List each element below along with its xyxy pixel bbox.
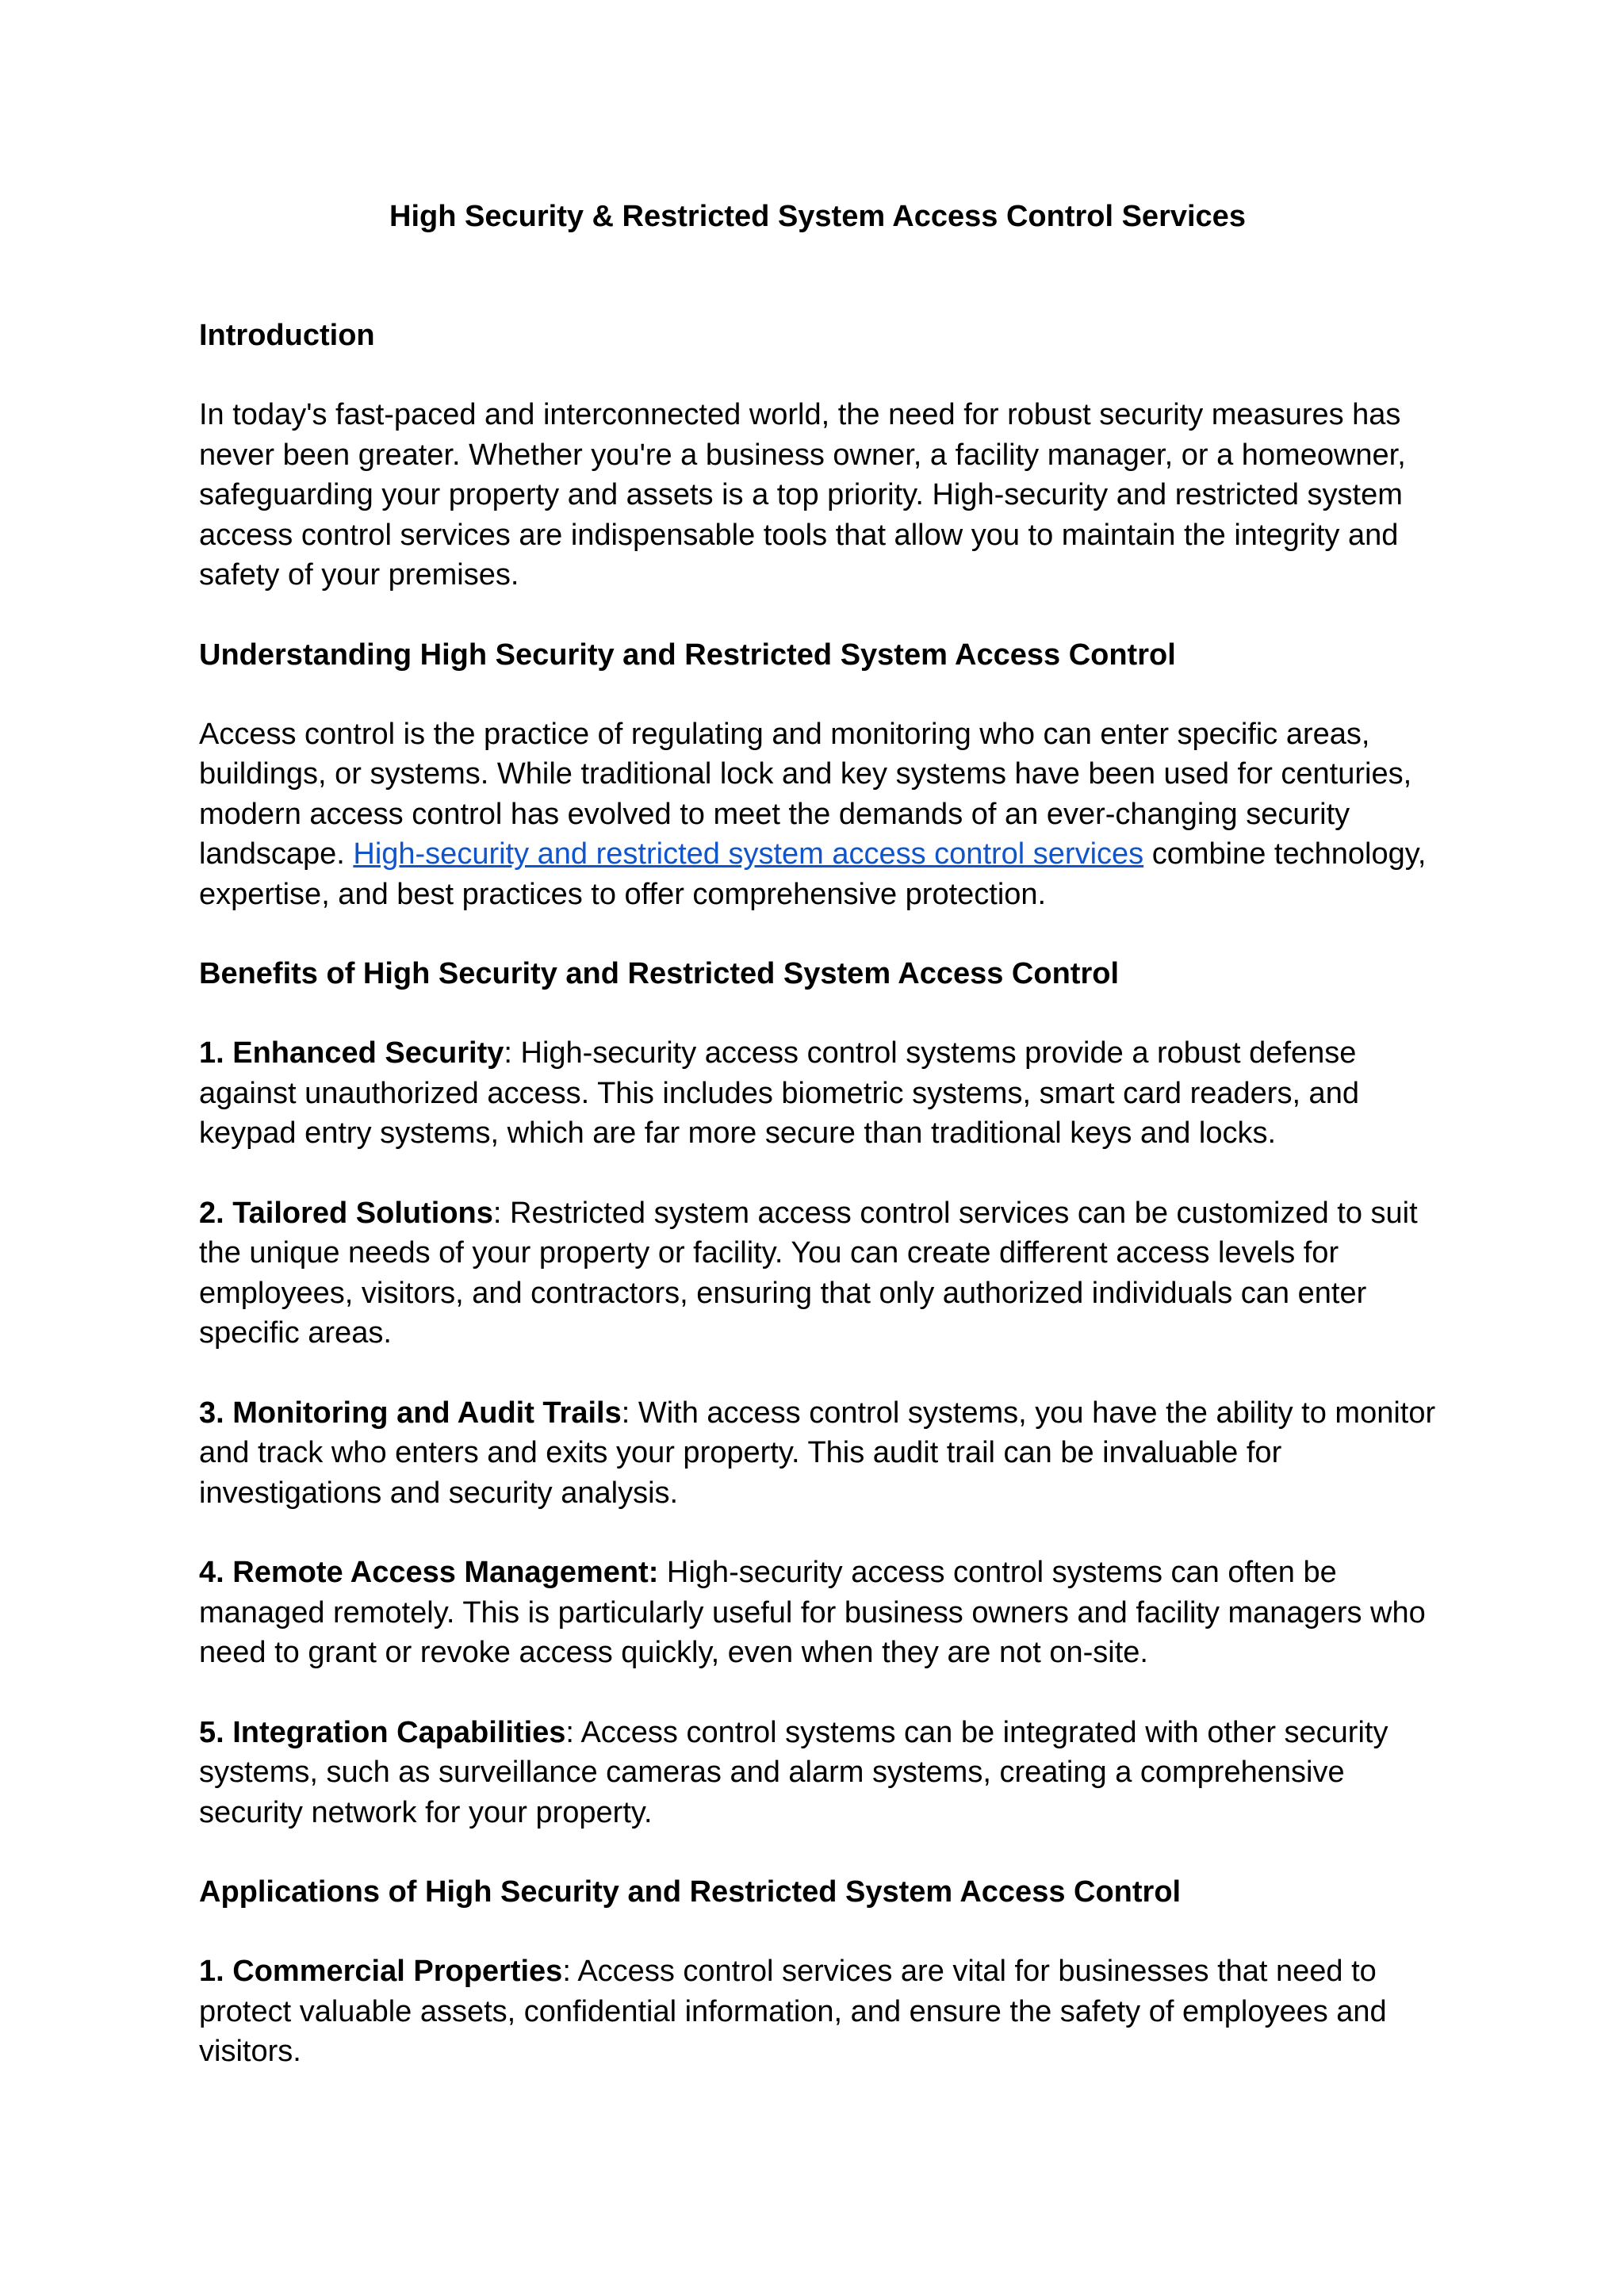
benefit-text: With access control systems, you have the ability to monitor and track who enters and exits your property. This audit trail can be invaluable for investigations and security analysis. bbox=[199, 1396, 1436, 1510]
benefit-item bbox=[199, 1193, 1436, 1354]
benefit-separator: : bbox=[621, 1396, 630, 1430]
access-control-services-link[interactable]: High-security and restricted system access control services bbox=[353, 837, 1144, 871]
benefit-label: 3. Monitoring and Audit Trails bbox=[199, 1396, 622, 1430]
document-content bbox=[199, 197, 1436, 2072]
benefit-item bbox=[199, 1553, 1436, 1673]
benefit-text: High-security access control systems provide a robust defense against unauthorized access. This includes biometric systems, smart card readers, and keypad entry systems, which are far more secure than traditional keys and locks. bbox=[199, 1036, 1359, 1150]
benefit-label: 2. Tailored Solutions bbox=[199, 1196, 493, 1230]
benefit-separator: : bbox=[504, 1036, 512, 1070]
benefit-label: 5. Integration Capabilities bbox=[199, 1715, 566, 1749]
understanding-text-after-link: combine technology, expertise, and best practices to offer comprehensive protection. bbox=[199, 837, 1427, 911]
understanding-heading: Understanding High Security and Restricted System Access Control bbox=[199, 638, 1176, 672]
benefit-separator: : bbox=[565, 1715, 574, 1749]
application-text: Access control services are vital for businesses that need to protect valuable assets, confidential information, and ensure the safety of employees and visitors. bbox=[199, 1955, 1387, 2068]
benefit-item bbox=[199, 1033, 1436, 1154]
benefit-text: High-security access control systems can often be managed remotely. This is particularly useful for business owners and facility managers who need to grant or revoke access quickly, even when they are not on-site. bbox=[199, 1556, 1426, 1669]
introduction-heading: Introduction bbox=[199, 319, 375, 352]
benefit-label: 4. Remote Access Management: bbox=[199, 1556, 659, 1589]
application-separator: : bbox=[562, 1955, 571, 1988]
understanding-text-before-link: Access control is the practice of regulating and monitoring who can enter specific areas, buildings, or systems. While traditional lock and key systems have been used for centuries, modern access control has evolved to meet the demands of an ever-changing security landscape. bbox=[199, 717, 1412, 871]
applications-heading: Applications of High Security and Restricted System Access Control bbox=[199, 1875, 1182, 1909]
benefits-heading: Benefits of High Security and Restricted System Access Control bbox=[199, 957, 1120, 990]
benefit-item bbox=[199, 1393, 1436, 1514]
benefit-separator: : bbox=[492, 1196, 502, 1230]
benefit-text: Access control systems can be integrated with other security systems, such as surveillance cameras and alarm systems, creating a comprehensive security network for your property. bbox=[199, 1715, 1388, 1829]
understanding-paragraph bbox=[199, 714, 1436, 915]
benefit-item bbox=[199, 1713, 1436, 1833]
document-title: High Security & Restricted System Access Control Services bbox=[389, 200, 1246, 233]
benefit-text: Restricted system access control services can be customized to suit the unique needs of your property or facility. You can create different access levels for employees, visitors, and contractors, ensuring that only authorized individuals can enter specific areas. bbox=[199, 1196, 1418, 1350]
benefit-label: 1. Enhanced Security bbox=[199, 1036, 504, 1070]
introduction-paragraph: In today's fast-paced and interconnected world, the need for robust security measures has never been greater. Whether you're a business owner, a facility manager, or a homeowner, safeguarding your property and assets is a top priority. High-security and restricted system access control services are indispensable tools that allow you to maintain the integrity and safety of your premises. bbox=[199, 398, 1406, 592]
application-item bbox=[199, 1951, 1436, 2072]
application-label: 1. Commercial Properties bbox=[199, 1955, 563, 1988]
